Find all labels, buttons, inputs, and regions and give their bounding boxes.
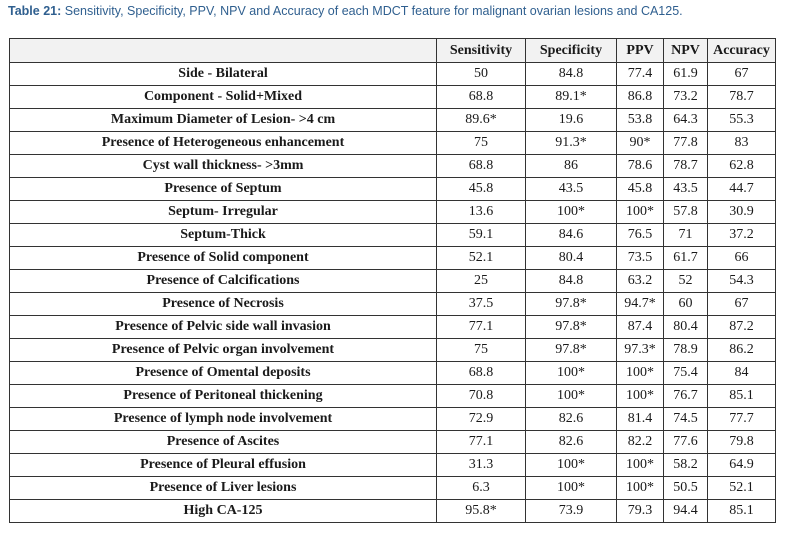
cell-specificity: 89.1*	[526, 86, 617, 109]
cell-ppv: 45.8	[617, 178, 664, 201]
cell-npv: 58.2	[664, 454, 708, 477]
cell-ppv: 100*	[617, 454, 664, 477]
cell-feature: Presence of Heterogeneous enhancement	[10, 132, 437, 155]
table-row	[10, 63, 776, 86]
cell-sensitivity: 77.1	[437, 431, 526, 454]
cell-sensitivity: 95.8*	[437, 500, 526, 523]
header-specificity: Specificity	[526, 39, 617, 63]
header-row	[10, 39, 776, 63]
table-row	[10, 86, 776, 109]
cell-specificity: 97.8*	[526, 293, 617, 316]
table-caption	[8, 4, 683, 18]
cell-feature: Component - Solid+Mixed	[10, 86, 437, 109]
cell-feature: Septum- Irregular	[10, 201, 437, 224]
cell-feature: Presence of Peritoneal thickening	[10, 385, 437, 408]
table-row	[10, 178, 776, 201]
table-row	[10, 247, 776, 270]
cell-specificity: 100*	[526, 477, 617, 500]
caption-text: Sensitivity, Specificity, PPV, NPV and Accuracy of each MDCT feature for malignant ovarian lesions and CA125.	[61, 4, 683, 18]
cell-ppv: 73.5	[617, 247, 664, 270]
cell-accuracy: 87.2	[708, 316, 776, 339]
cell-sensitivity: 13.6	[437, 201, 526, 224]
table-row	[10, 477, 776, 500]
cell-feature: Presence of Omental deposits	[10, 362, 437, 385]
cell-feature: Cyst wall thickness- >3mm	[10, 155, 437, 178]
caption-label: Table 21:	[8, 4, 62, 18]
cell-accuracy: 55.3	[708, 109, 776, 132]
cell-accuracy: 86.2	[708, 339, 776, 362]
cell-specificity: 19.6	[526, 109, 617, 132]
header-sensitivity: Sensitivity	[437, 39, 526, 63]
table-row	[10, 224, 776, 247]
results-table	[9, 38, 776, 523]
table-row	[10, 431, 776, 454]
table-row	[10, 385, 776, 408]
cell-accuracy: 64.9	[708, 454, 776, 477]
header-npv: NPV	[664, 39, 708, 63]
cell-npv: 74.5	[664, 408, 708, 431]
cell-npv: 43.5	[664, 178, 708, 201]
cell-sensitivity: 68.8	[437, 86, 526, 109]
cell-feature: Presence of Ascites	[10, 431, 437, 454]
cell-sensitivity: 68.8	[437, 362, 526, 385]
cell-ppv: 79.3	[617, 500, 664, 523]
cell-ppv: 76.5	[617, 224, 664, 247]
cell-npv: 60	[664, 293, 708, 316]
cell-accuracy: 37.2	[708, 224, 776, 247]
cell-sensitivity: 45.8	[437, 178, 526, 201]
cell-feature: Presence of Liver lesions	[10, 477, 437, 500]
cell-feature: Septum-Thick	[10, 224, 437, 247]
cell-specificity: 100*	[526, 362, 617, 385]
table-row	[10, 316, 776, 339]
cell-accuracy: 83	[708, 132, 776, 155]
table-row	[10, 132, 776, 155]
header-accuracy: Accuracy	[708, 39, 776, 63]
cell-sensitivity: 89.6*	[437, 109, 526, 132]
cell-feature: Presence of Pelvic side wall invasion	[10, 316, 437, 339]
cell-accuracy: 79.8	[708, 431, 776, 454]
cell-sensitivity: 37.5	[437, 293, 526, 316]
table-row	[10, 362, 776, 385]
table-row	[10, 155, 776, 178]
cell-npv: 94.4	[664, 500, 708, 523]
cell-specificity: 82.6	[526, 408, 617, 431]
table-row	[10, 339, 776, 362]
cell-accuracy: 85.1	[708, 385, 776, 408]
cell-specificity: 84.8	[526, 270, 617, 293]
cell-feature: Presence of Pelvic organ involvement	[10, 339, 437, 362]
table-row	[10, 454, 776, 477]
cell-accuracy: 44.7	[708, 178, 776, 201]
header-ppv: PPV	[617, 39, 664, 63]
cell-ppv: 100*	[617, 362, 664, 385]
table-row	[10, 109, 776, 132]
cell-feature: Presence of Septum	[10, 178, 437, 201]
cell-npv: 73.2	[664, 86, 708, 109]
cell-specificity: 91.3*	[526, 132, 617, 155]
cell-npv: 61.7	[664, 247, 708, 270]
cell-accuracy: 66	[708, 247, 776, 270]
table-row	[10, 270, 776, 293]
cell-accuracy: 78.7	[708, 86, 776, 109]
cell-npv: 50.5	[664, 477, 708, 500]
cell-ppv: 81.4	[617, 408, 664, 431]
cell-accuracy: 54.3	[708, 270, 776, 293]
cell-npv: 78.9	[664, 339, 708, 362]
cell-ppv: 97.3*	[617, 339, 664, 362]
table-row	[10, 408, 776, 431]
cell-sensitivity: 6.3	[437, 477, 526, 500]
cell-specificity: 73.9	[526, 500, 617, 523]
cell-ppv: 86.8	[617, 86, 664, 109]
cell-npv: 76.7	[664, 385, 708, 408]
cell-feature: Side - Bilateral	[10, 63, 437, 86]
cell-accuracy: 77.7	[708, 408, 776, 431]
cell-specificity: 86	[526, 155, 617, 178]
cell-specificity: 97.8*	[526, 316, 617, 339]
cell-feature: Presence of Calcifications	[10, 270, 437, 293]
header-feature	[10, 39, 437, 63]
cell-feature: Presence of Necrosis	[10, 293, 437, 316]
cell-feature: Presence of lymph node involvement	[10, 408, 437, 431]
cell-npv: 77.8	[664, 132, 708, 155]
cell-specificity: 82.6	[526, 431, 617, 454]
cell-accuracy: 85.1	[708, 500, 776, 523]
cell-npv: 64.3	[664, 109, 708, 132]
cell-sensitivity: 72.9	[437, 408, 526, 431]
cell-ppv: 53.8	[617, 109, 664, 132]
cell-sensitivity: 52.1	[437, 247, 526, 270]
cell-npv: 57.8	[664, 201, 708, 224]
cell-sensitivity: 59.1	[437, 224, 526, 247]
cell-ppv: 87.4	[617, 316, 664, 339]
cell-ppv: 82.2	[617, 431, 664, 454]
cell-npv: 52	[664, 270, 708, 293]
cell-sensitivity: 25	[437, 270, 526, 293]
table-row	[10, 201, 776, 224]
cell-accuracy: 67	[708, 63, 776, 86]
cell-ppv: 63.2	[617, 270, 664, 293]
cell-npv: 80.4	[664, 316, 708, 339]
cell-accuracy: 62.8	[708, 155, 776, 178]
cell-feature: Presence of Pleural effusion	[10, 454, 437, 477]
cell-specificity: 80.4	[526, 247, 617, 270]
cell-feature: Maximum Diameter of Lesion- >4 cm	[10, 109, 437, 132]
cell-accuracy: 52.1	[708, 477, 776, 500]
cell-sensitivity: 68.8	[437, 155, 526, 178]
cell-sensitivity: 31.3	[437, 454, 526, 477]
cell-npv: 75.4	[664, 362, 708, 385]
cell-ppv: 78.6	[617, 155, 664, 178]
cell-sensitivity: 75	[437, 132, 526, 155]
cell-specificity: 84.6	[526, 224, 617, 247]
cell-ppv: 77.4	[617, 63, 664, 86]
cell-specificity: 43.5	[526, 178, 617, 201]
cell-specificity: 84.8	[526, 63, 617, 86]
cell-specificity: 100*	[526, 454, 617, 477]
cell-npv: 71	[664, 224, 708, 247]
cell-npv: 61.9	[664, 63, 708, 86]
cell-npv: 77.6	[664, 431, 708, 454]
table-row	[10, 500, 776, 523]
cell-specificity: 100*	[526, 385, 617, 408]
cell-accuracy: 84	[708, 362, 776, 385]
cell-npv: 78.7	[664, 155, 708, 178]
cell-ppv: 100*	[617, 385, 664, 408]
cell-ppv: 94.7*	[617, 293, 664, 316]
table-row	[10, 293, 776, 316]
cell-sensitivity: 77.1	[437, 316, 526, 339]
cell-sensitivity: 50	[437, 63, 526, 86]
cell-sensitivity: 75	[437, 339, 526, 362]
cell-sensitivity: 70.8	[437, 385, 526, 408]
cell-accuracy: 67	[708, 293, 776, 316]
cell-feature: Presence of Solid component	[10, 247, 437, 270]
cell-ppv: 100*	[617, 201, 664, 224]
cell-specificity: 100*	[526, 201, 617, 224]
cell-accuracy: 30.9	[708, 201, 776, 224]
table-body	[10, 63, 776, 523]
cell-feature: High CA-125	[10, 500, 437, 523]
cell-ppv: 90*	[617, 132, 664, 155]
cell-specificity: 97.8*	[526, 339, 617, 362]
cell-ppv: 100*	[617, 477, 664, 500]
